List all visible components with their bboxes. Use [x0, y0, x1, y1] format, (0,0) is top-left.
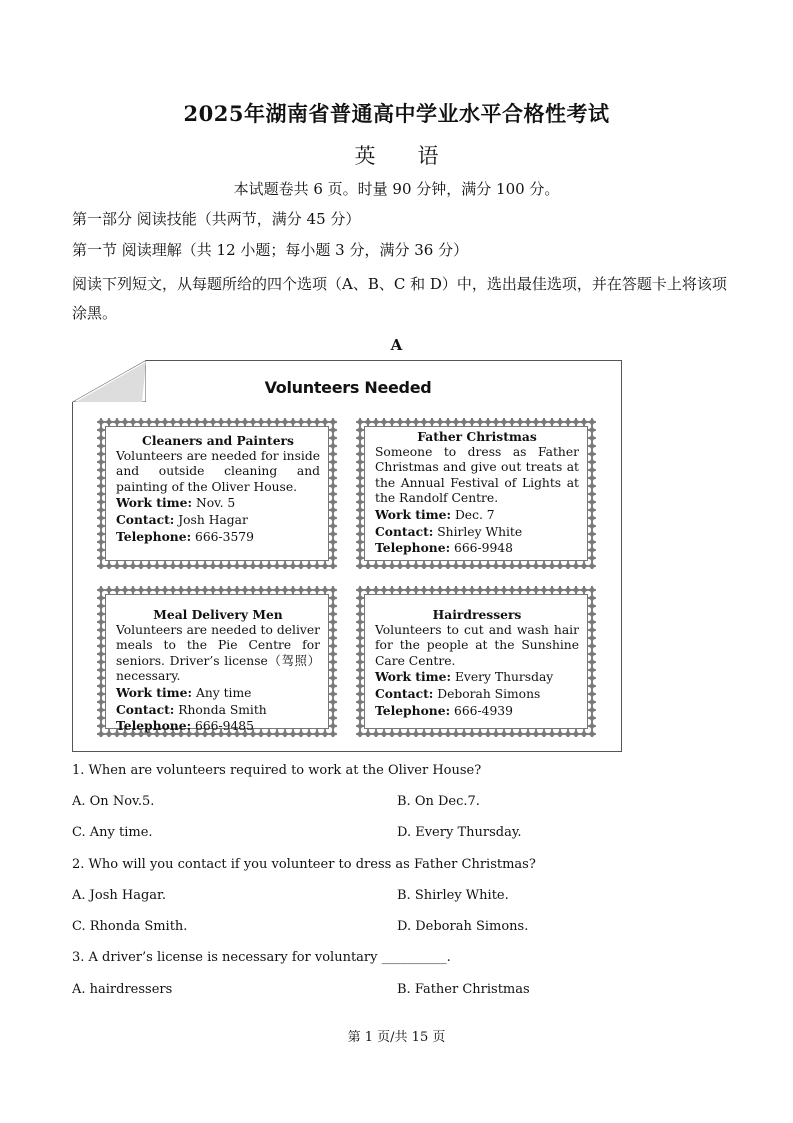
ad-meal-delivery — [97, 586, 337, 737]
telephone-label: Telephone: — [375, 540, 451, 556]
ad-title: Cleaners and Painters — [142, 433, 294, 448]
contact-value: Deborah Simons — [437, 686, 541, 701]
work-time-label: Work time: — [375, 506, 452, 522]
q1-option-c[interactable]: C. Any time. — [72, 825, 153, 840]
ad-body: Someone to dress as Father Christmas and give out treats at the Annual Festival of Lights at the Randolf Centre. — [375, 444, 579, 506]
q2-option-b[interactable]: B. Shirley White. — [397, 888, 509, 903]
q3-option-b[interactable]: B. Father Christmas — [397, 982, 530, 997]
part-heading: 第一部分 阅读技能（共两节，满分 45 分） — [72, 210, 361, 228]
contact-label: Contact: — [375, 523, 434, 539]
section-heading: 第一节 阅读理解（共 12 小题；每小题 3 分，满分 36 分） — [72, 241, 469, 259]
ad-title: Meal Delivery Men — [153, 607, 283, 622]
q1-option-a[interactable]: A. On Nov.5. — [72, 794, 155, 809]
q1-option-d[interactable]: D. Every Thursday. — [397, 825, 522, 840]
question-3-stem: 3. A driver’s license is necessary for voluntary __________. — [72, 950, 451, 965]
telephone-label: Telephone: — [375, 702, 451, 718]
work-time-label: Work time: — [116, 495, 193, 511]
ad-cleaners-painters — [97, 418, 337, 569]
ad-title: Hairdressers — [432, 607, 522, 622]
work-time-value: Dec. 7 — [454, 507, 495, 522]
work-time-value: Any time — [195, 685, 252, 700]
volunteer-poster — [72, 360, 622, 752]
telephone-value: 666-9948 — [454, 541, 513, 556]
ad-body: Volunteers are needed to deliver meals to the Pie Centre for seniors. Driver’s license（驾照）necessary. — [116, 622, 320, 684]
telephone-value: 666-4939 — [454, 703, 513, 718]
work-time-value: Nov. 5 — [195, 496, 236, 511]
contact-value: Shirley White — [437, 524, 523, 539]
instructions: 阅读下列短文，从每题所给的四个选项（A、B、C 和 D）中，选出最佳选项，并在答题卡上将该项涂黑。 — [72, 275, 727, 322]
ad-body: Volunteers to cut and wash hair for the people at the Sunshine Care Centre. — [375, 622, 579, 668]
contact-value: Rhonda Smith — [178, 702, 267, 717]
exam-title: 2025年湖南省普通高中学业水平合格性考试 — [183, 101, 610, 126]
contact-label: Contact: — [375, 685, 434, 701]
contact-label: Contact: — [116, 511, 175, 527]
subject-title: 英语 — [354, 144, 481, 168]
q3-option-a[interactable]: A. hairdressers — [72, 982, 173, 997]
page-footer: 第 1 页/共 15 页 — [347, 1030, 446, 1045]
ad-title: Father Christmas — [417, 429, 537, 444]
ad-body: Volunteers are needed for inside and outside cleaning and painting of the Oliver House. — [116, 448, 320, 494]
work-time-label: Work time: — [375, 669, 452, 685]
telephone-label: Telephone: — [116, 528, 192, 544]
telephone-value: 666-9485 — [195, 719, 254, 734]
q2-option-a[interactable]: A. Josh Hagar. — [72, 888, 166, 903]
work-time-label: Work time: — [116, 684, 193, 700]
question-1-stem: 1. When are volunteers required to work at the Oliver House? — [72, 763, 482, 778]
q1-option-b[interactable]: B. On Dec.7. — [397, 794, 480, 809]
q2-option-d[interactable]: D. Deborah Simons. — [397, 919, 529, 934]
contact-value: Josh Hagar — [178, 512, 248, 527]
contact-label: Contact: — [116, 701, 175, 717]
passage-label: A — [390, 336, 403, 354]
question-2-stem: 2. Who will you contact if you volunteer to dress as Father Christmas? — [72, 857, 536, 872]
telephone-label: Telephone: — [116, 718, 192, 734]
poster-title: Volunteers Needed — [264, 378, 432, 397]
q2-option-c[interactable]: C. Rhonda Smith. — [72, 919, 188, 934]
work-time-value: Every Thursday — [454, 670, 554, 685]
telephone-value: 666-3579 — [195, 529, 254, 544]
ad-hairdressers — [356, 586, 596, 737]
ad-father-christmas — [356, 418, 596, 569]
exam-info: 本试题卷共 6 页。时量 90 分钟，满分 100 分。 — [233, 180, 560, 198]
